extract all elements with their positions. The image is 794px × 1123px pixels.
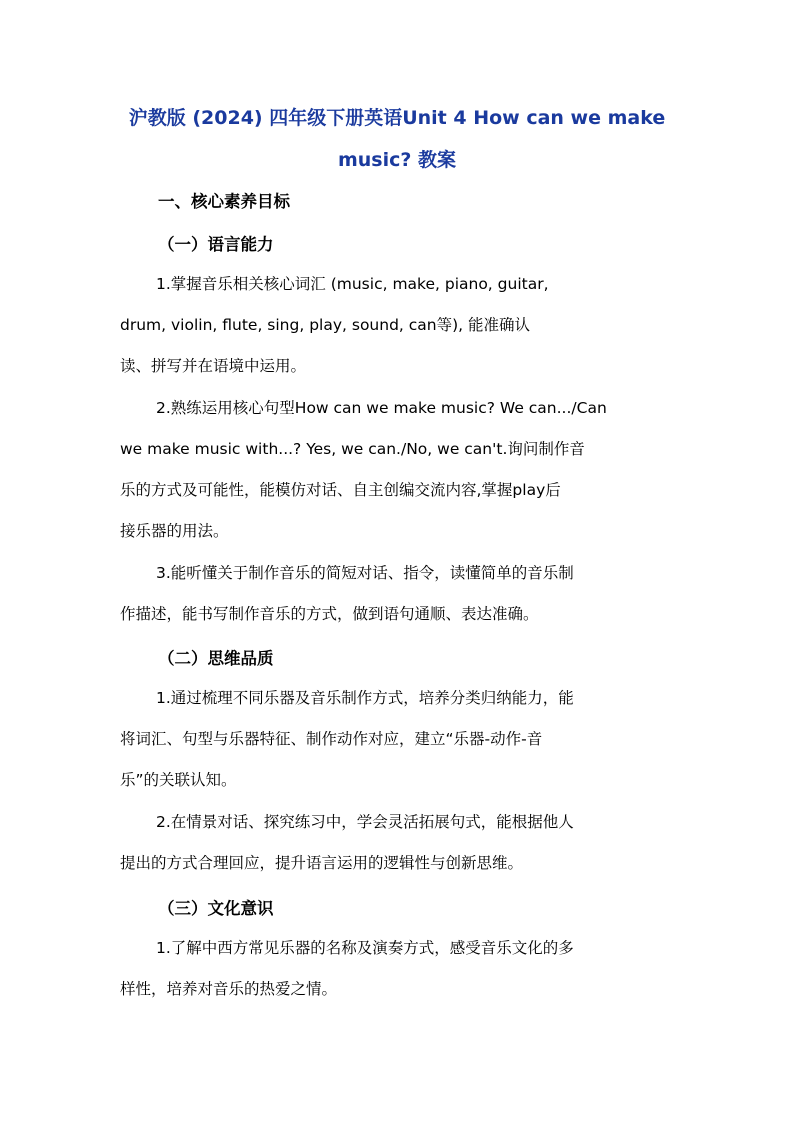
paragraph-line: 将词汇、句型与乐器特征、制作动作对应，建立“乐器-动作-音 — [120, 730, 543, 748]
title-line-1: 沪教版 (2024) 四年级下册英语Unit 4 How can we make — [128, 107, 666, 129]
subsection-heading-thinking: （二）思维品质 — [158, 649, 274, 668]
paragraph-line: 2.在情景对话、探究练习中，学会灵活拓展句式，能根据他人 — [156, 813, 574, 831]
paragraph-line: 接乐器的用法。 — [120, 522, 229, 540]
paragraph-6 — [120, 928, 676, 1010]
paragraph-line: 1.通过梳理不同乐器及音乐制作方式，培养分类归纳能力，能 — [156, 689, 574, 707]
subsection-heading-language: （一）语言能力 — [158, 235, 274, 254]
paragraph-1 — [120, 264, 676, 387]
paragraph-line: we make music with...? Yes, we can./No, we can't.询问制作音 — [120, 440, 585, 458]
paragraph-line: 读、拼写并在语境中运用。 — [120, 357, 307, 375]
document-title — [110, 97, 684, 181]
paragraph-5 — [120, 802, 676, 884]
paragraph-line: 1.了解中西方常见乐器的名称及演奏方式，感受音乐文化的多 — [156, 939, 574, 957]
paragraph-line: 样性，培养对音乐的热爱之情。 — [120, 980, 338, 998]
paragraph-4 — [120, 678, 676, 801]
paragraph-line: drum, violin, flute, sing, play, sound, can等), 能准确认 — [120, 316, 531, 334]
title-line-2: music? 教案 — [337, 149, 457, 171]
paragraph-line: 1.掌握音乐相关核心词汇 (music, make, piano, guitar, — [156, 275, 549, 293]
paragraph-line: 2.熟练运用核心句型How can we make music? We can.../Can — [156, 399, 607, 417]
paragraph-2 — [120, 388, 676, 552]
paragraph-3 — [120, 553, 676, 635]
paragraph-line: 3.能听懂关于制作音乐的简短对话、指令，读懂简单的音乐制 — [156, 564, 574, 582]
paragraph-line: 作描述，能书写制作音乐的方式，做到语句通顺、表达准确。 — [120, 605, 539, 623]
section-heading-1: 一、核心素养目标 — [158, 192, 290, 211]
subsection-heading-culture: （三）文化意识 — [158, 899, 274, 918]
paragraph-line: 乐”的关联认知。 — [120, 771, 237, 789]
paragraph-line: 提出的方式合理回应，提升语言运用的逻辑性与创新思维。 — [120, 854, 524, 872]
paragraph-line: 乐的方式及可能性，能模仿对话、自主创编交流内容,掌握play后 — [120, 481, 561, 499]
